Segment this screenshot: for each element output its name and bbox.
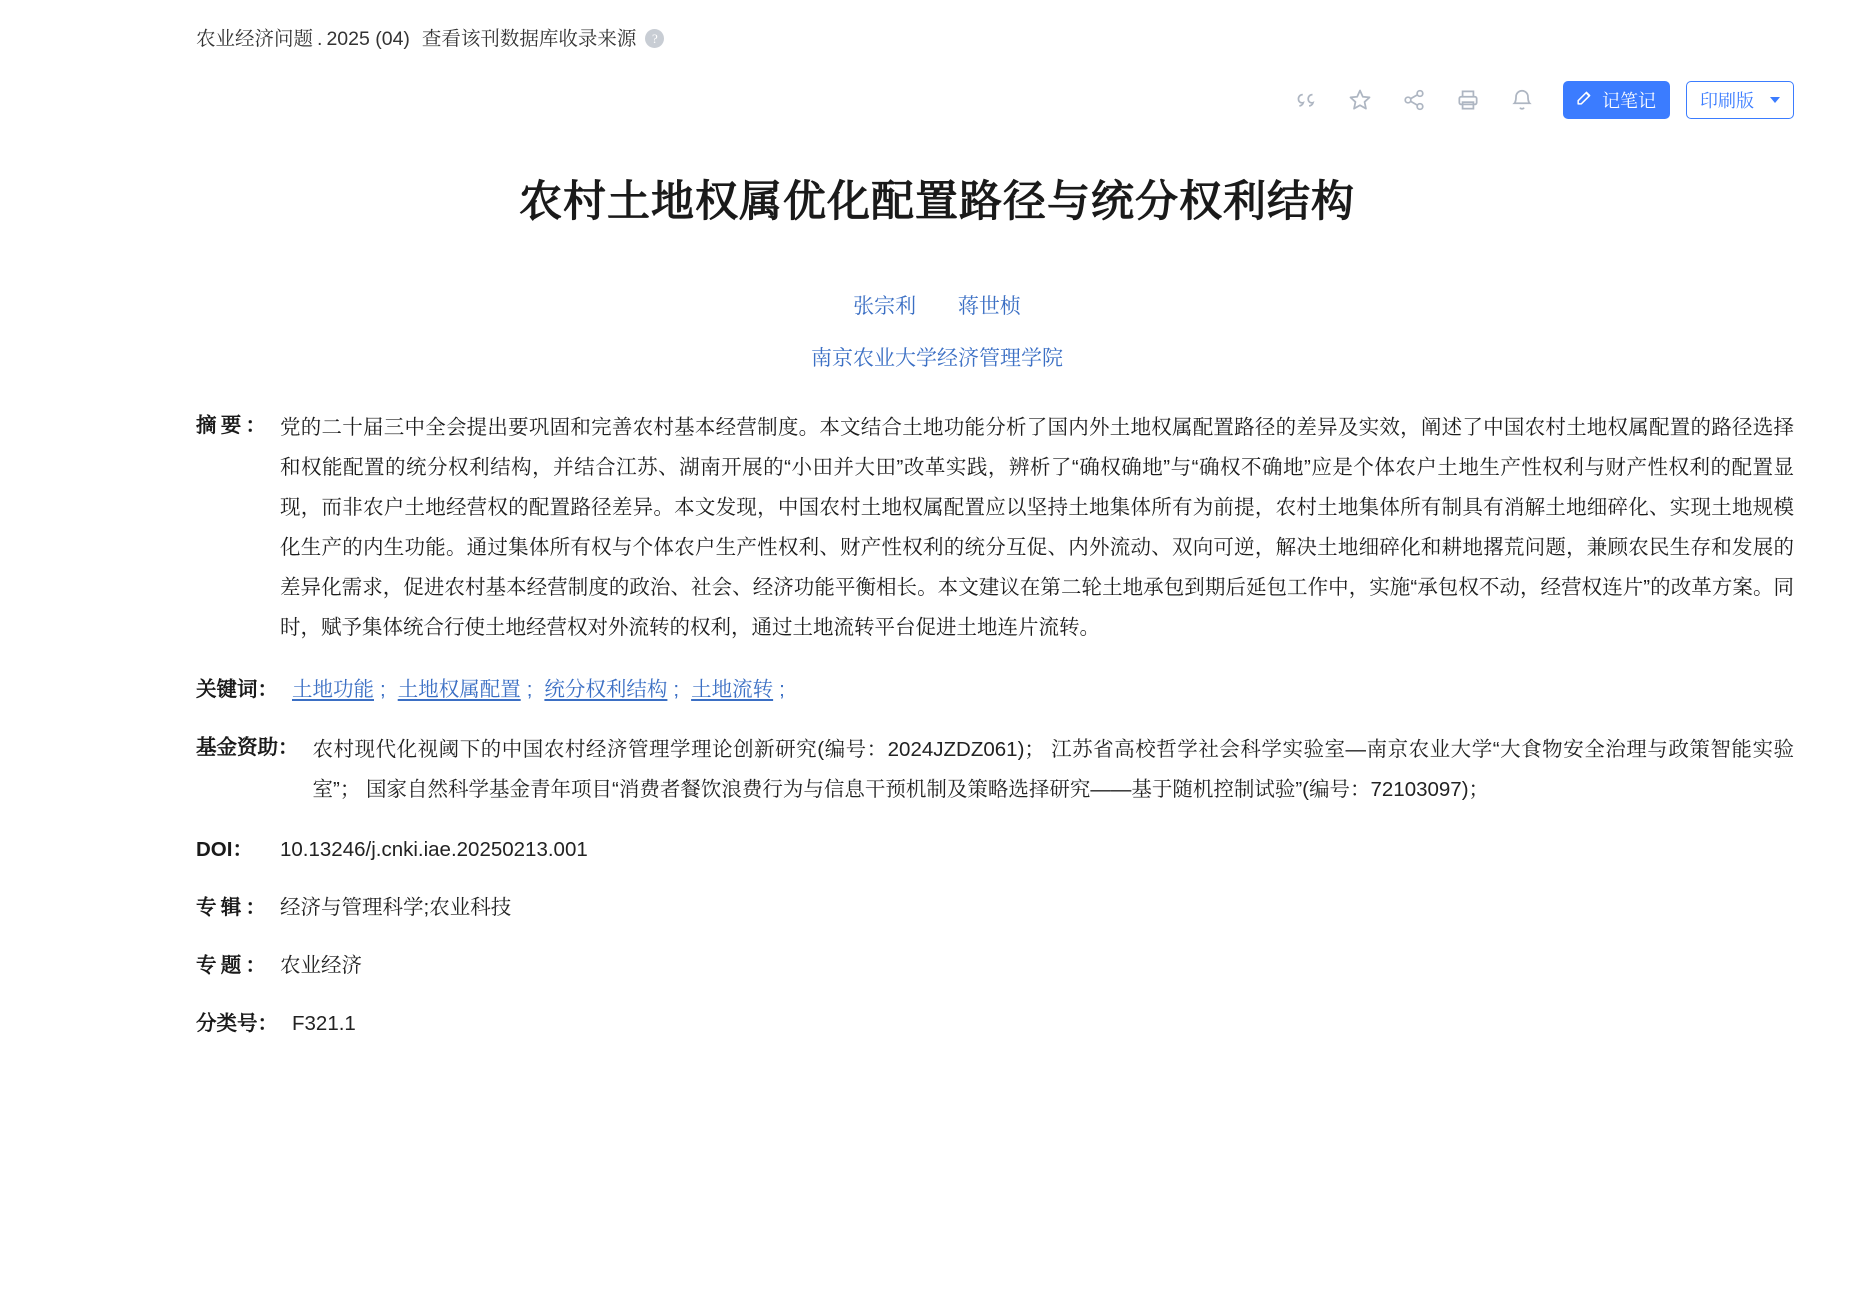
chevron-down-icon: [1770, 97, 1780, 103]
quote-icon[interactable]: [1279, 78, 1333, 122]
page-title: 农村土地权属优化配置路径与统分权利结构: [519, 178, 1355, 226]
keyword-link[interactable]: 土地功能: [292, 678, 374, 701]
abstract-label: 摘要：: [196, 414, 266, 437]
class-label: 分类号：: [196, 1012, 278, 1035]
printer-icon[interactable]: [1441, 78, 1495, 122]
class-value: F321.1: [292, 1012, 356, 1035]
series-label: 专辑：: [196, 896, 266, 919]
keyword-link[interactable]: 土地流转: [691, 678, 774, 701]
keywords-label: 关键词：: [196, 678, 278, 701]
series-row: [196, 890, 1794, 926]
share-icon[interactable]: [1387, 78, 1441, 122]
bell-icon[interactable]: [1495, 78, 1549, 122]
abstract-row: [196, 408, 1794, 648]
print-version-dropdown[interactable]: [1686, 81, 1794, 119]
keyword-separator: ;: [779, 678, 785, 701]
star-icon[interactable]: [1333, 78, 1387, 122]
doi-row: [196, 832, 1794, 868]
journal-breadcrumb: [196, 26, 1804, 52]
author-name[interactable]: 张宗利: [853, 295, 917, 318]
article-toolbar: [1279, 78, 1794, 122]
pencil-icon: [1575, 88, 1594, 112]
topic-label: 专题：: [196, 954, 266, 977]
keyword-link[interactable]: 统分权利结构: [544, 678, 668, 701]
help-icon[interactable]: ?: [645, 29, 664, 48]
author-list: [0, 290, 1874, 320]
affiliation[interactable]: 南京农业大学经济管理学院: [811, 347, 1063, 370]
fund-text: 农村现代化视阈下的中国农村经济管理学理论创新研究(编号：2024JZDZ061)； 江苏省高校哲学社会科学实验室—南京农业大学“大食物安全治理与政策智能实验室”； 国家自然科学基金青年项目“消费者餐饮浪费行为与信息干预机制及策略选择研究——基于随机控制试验”(编号：72103097)；: [312, 738, 1794, 801]
topic-value: 农业经济: [280, 954, 362, 977]
keywords-list: [292, 672, 1794, 708]
breadcrumb-separator: .: [317, 28, 323, 50]
class-row: [196, 1006, 1794, 1042]
keywords-row: [196, 672, 1794, 708]
fund-row: [196, 730, 1794, 810]
fund-label: 基金资助：: [196, 736, 299, 759]
journal-name[interactable]: 农业经济问题: [196, 28, 314, 50]
keyword-separator: ;: [526, 678, 533, 701]
abstract-text: 党的二十届三中全会提出要巩固和完善农村基本经营制度。本文结合土地功能分析了国内外土地权属配置路径的差异及实效，阐述了中国农村土地权属配置的路径选择和权能配置的统分权利结构，并结合江苏、湖南开展的“小田并大田”改革实践，辨析了“确权确地”与“确权不确地”应是个体农户土地生产性权利与财产性权利的配置显现，而非农户土地经营权的配置路径差异。本文发现，中国农村土地权属配置应以坚持土地集体所有为前提，农村土地集体所有制具有消解土地细碎化、实现土地规模化生产的内生功能。通过集体所有权与个体农户生产性权利、财产性权利的统分互促、内外流动、双向可逆，解决土地细碎化和耕地撂荒问题，兼顾农民生存和发展的差异化需求，促进农村基本经营制度的政治、社会、经济功能平衡相长。本文建议在第二轮土地承包到期后延包工作中，实施“承包权不动，经营权连片”的改革方案。同时，赋予集体统合行使土地经营权对外流转的权利，通过土地流转平台促进土地连片流转。: [280, 416, 1794, 639]
database-source-link[interactable]: 查看该刊数据库收录来源: [421, 28, 637, 50]
keyword-link[interactable]: 土地权属配置: [397, 678, 521, 701]
journal-issue[interactable]: 2025 (04): [326, 28, 410, 50]
series-value: 经济与管理科学;农业科技: [280, 896, 512, 919]
topic-row: [196, 948, 1794, 984]
author-name[interactable]: 蒋世桢: [957, 295, 1021, 318]
keyword-separator: ;: [380, 678, 386, 701]
take-note-label: 记笔记: [1602, 91, 1656, 111]
doi-value[interactable]: 10.13246/j.cnki.iae.20250213.001: [280, 838, 588, 861]
page-header: [0, 0, 1874, 120]
print-version-label: 印刷版: [1700, 91, 1754, 111]
keyword-separator: ;: [673, 678, 680, 701]
take-note-button[interactable]: [1563, 81, 1670, 119]
doi-label: DOI：: [196, 838, 253, 861]
article-meta: [0, 408, 1874, 1042]
